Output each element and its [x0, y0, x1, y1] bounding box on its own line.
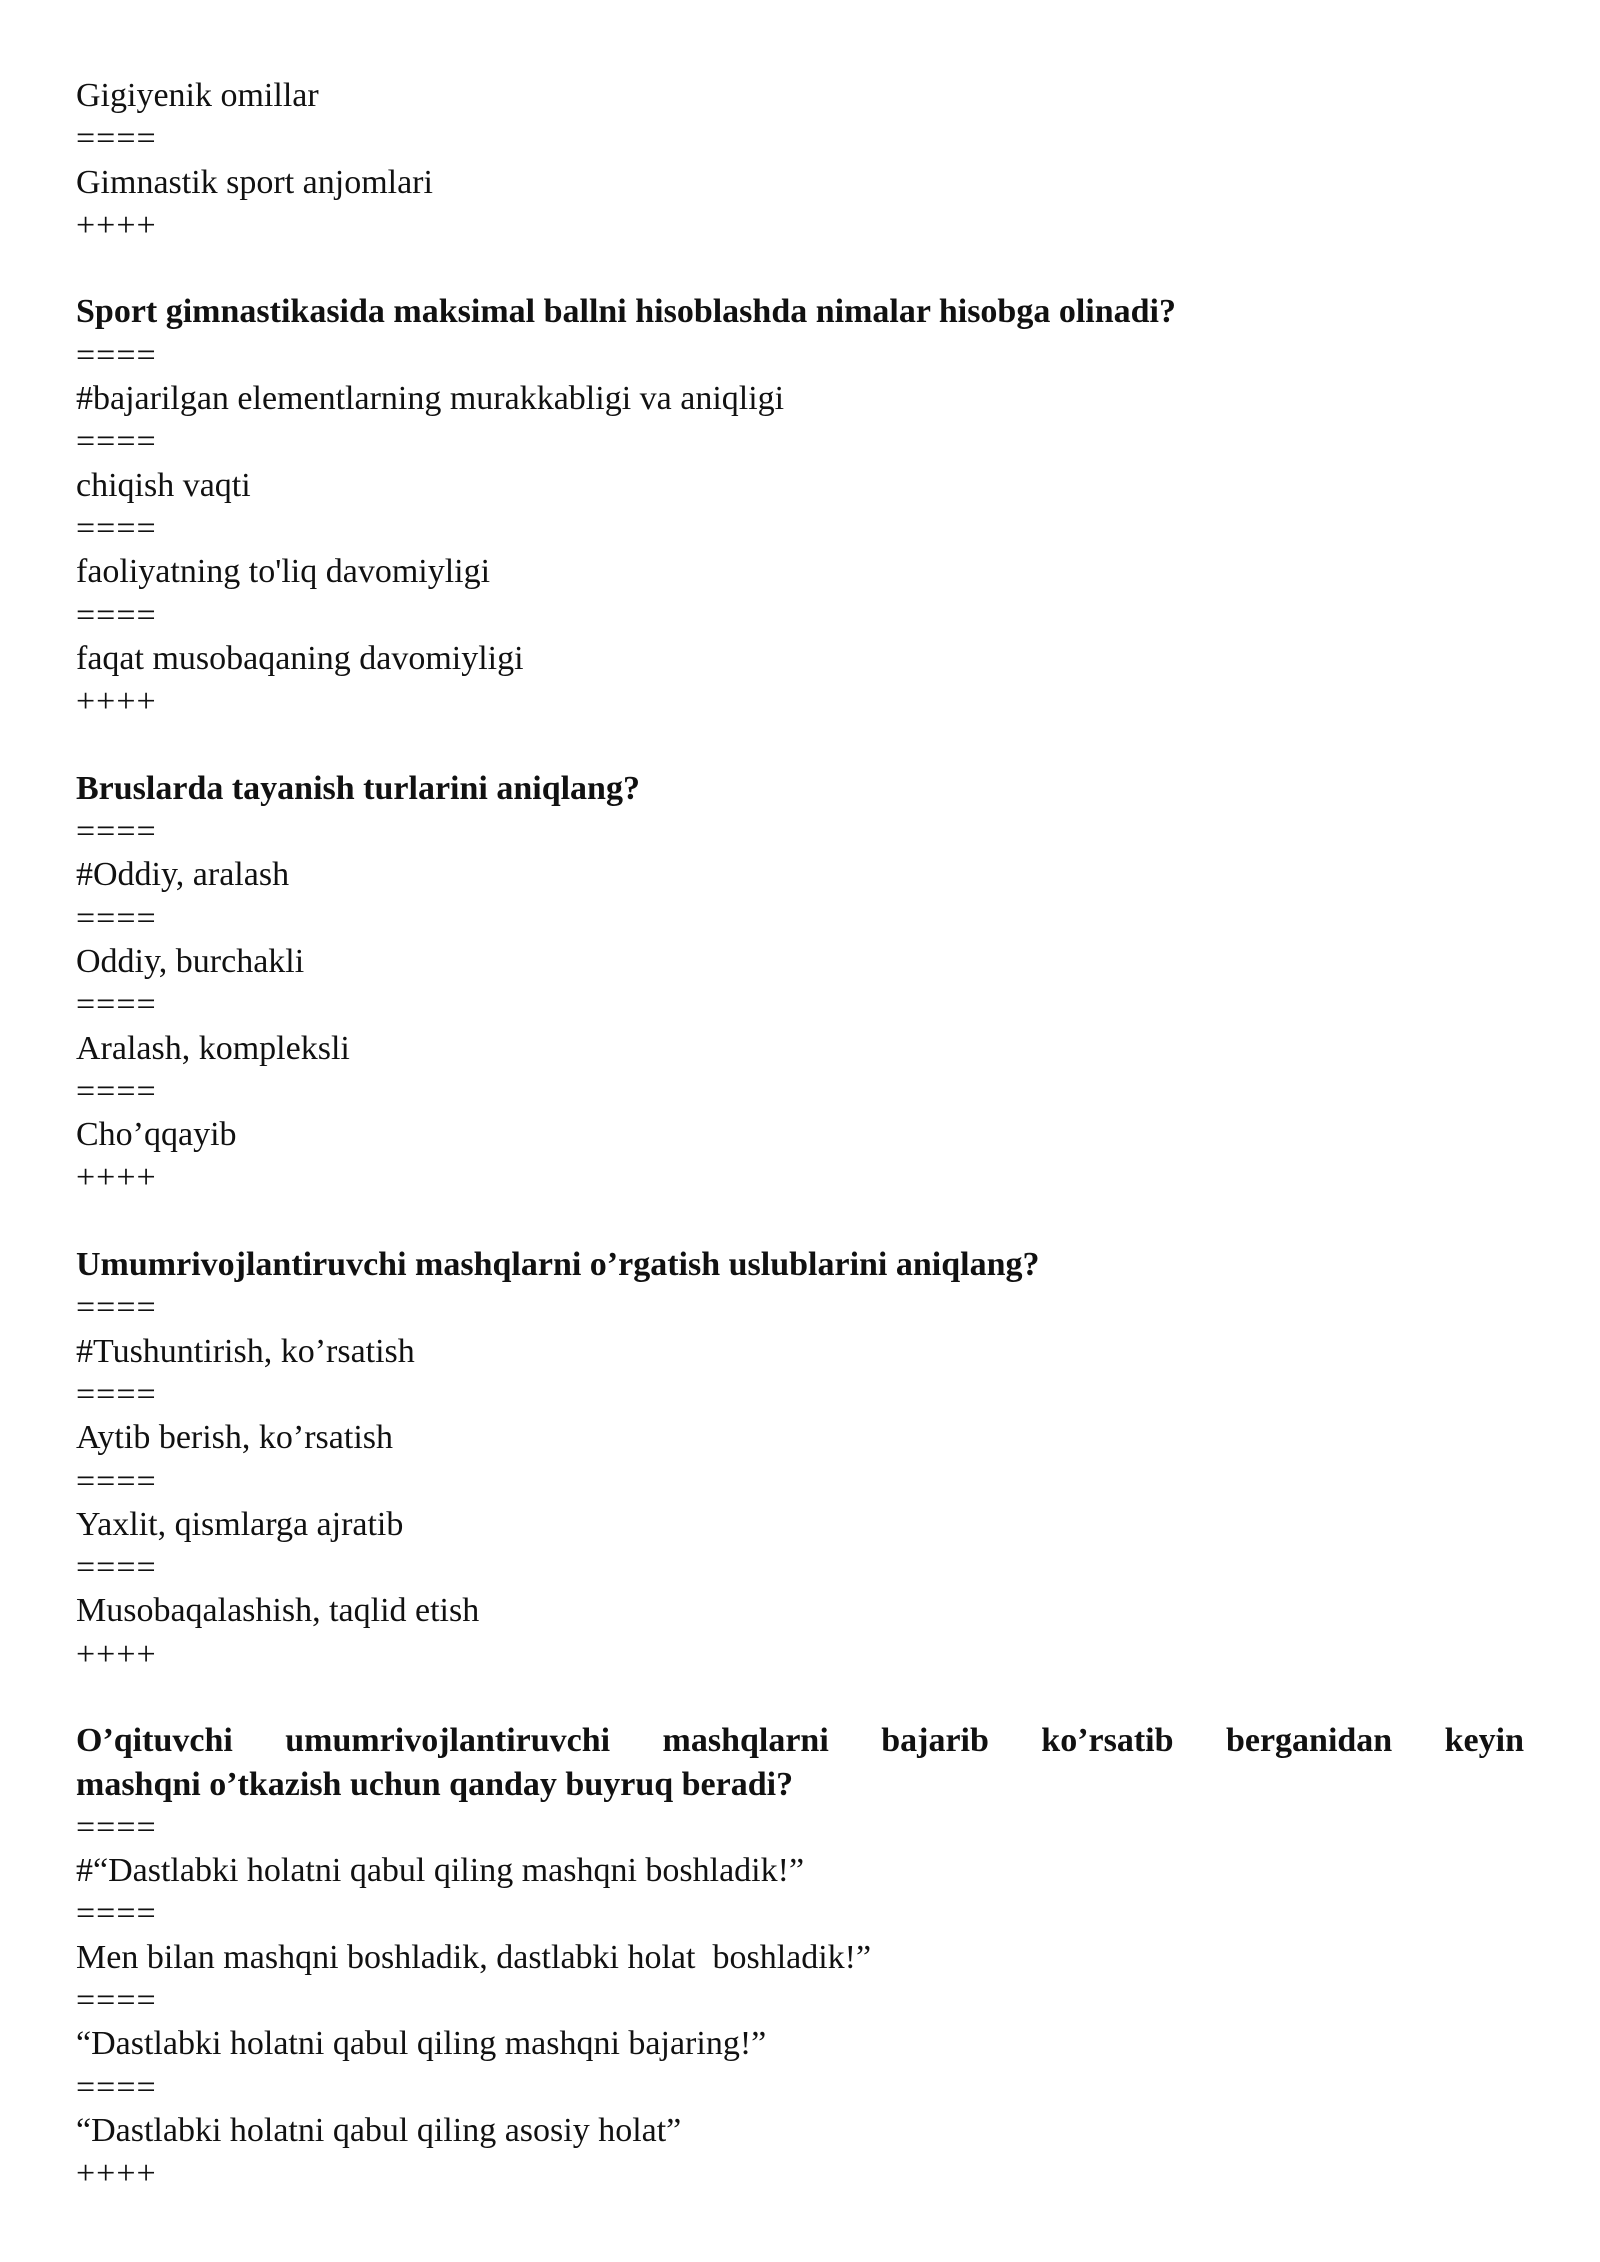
- separator: ====: [76, 813, 157, 851]
- separator: ====: [76, 2068, 157, 2106]
- separator: ====: [76, 1549, 157, 1587]
- question-text: Umumrivojlantiruvchi mashqlarni o’rgatish uslublarini aniqlang?: [76, 1246, 1040, 1284]
- question-text: Sport gimnastikasida maksimal ballni hisoblashda nimalar hisobga olinadi?: [76, 293, 1176, 331]
- option-text: Cho’qqayib: [76, 1116, 237, 1154]
- separator: ====: [76, 423, 157, 461]
- separator: ====: [76, 1895, 157, 1933]
- option-text: Men bilan mashqni boshladik, dastlabki holat boshladik!”: [76, 1938, 872, 1976]
- spacer: [76, 1200, 1524, 1243]
- question-text-line-2: mashqni o’tkazish uchun qanday buyruq beradi?: [76, 1765, 794, 1803]
- separator: ====: [76, 596, 157, 634]
- option-text: #Oddiy, aralash: [76, 856, 290, 894]
- spacer: [76, 1676, 1524, 1719]
- option-text: Yaxlit, qismlarga ajratib: [76, 1505, 404, 1543]
- document-page: [76, 74, 1524, 2196]
- option-text: faqat musobaqaning davomiyligi: [76, 639, 524, 677]
- end-marker: ++++: [76, 683, 157, 721]
- end-marker: ++++: [76, 1159, 157, 1197]
- separator: ====: [76, 509, 157, 547]
- end-marker: ++++: [76, 1635, 157, 1673]
- question-text: Bruslarda tayanish turlarini aniqlang?: [76, 769, 640, 807]
- end-marker: ++++: [76, 2155, 157, 2193]
- option-text: Oddiy, burchakli: [76, 942, 305, 980]
- separator: ====: [76, 1289, 157, 1327]
- option-text: #“Dastlabki holatni qabul qiling mashqni boshladik!”: [76, 1852, 805, 1890]
- spacer: [76, 247, 1524, 290]
- separator: ====: [76, 899, 157, 937]
- separator: ====: [76, 1462, 157, 1500]
- separator: ====: [76, 1808, 157, 1846]
- option-text: faoliyatning to'liq davomiyligi: [76, 553, 491, 591]
- separator: ====: [76, 1982, 157, 2020]
- end-marker: ++++: [76, 206, 157, 244]
- separator: ====: [76, 1072, 157, 1110]
- option-text: “Dastlabki holatni qabul qiling asosiy holat”: [76, 2111, 682, 2149]
- spacer: [76, 723, 1524, 766]
- separator: ====: [76, 986, 157, 1024]
- separator: ====: [76, 336, 157, 374]
- question-text: [76, 1719, 1524, 1806]
- option-text: Gigiyenik omillar: [76, 77, 319, 114]
- option-text: chiqish vaqti: [76, 466, 251, 504]
- separator: ====: [76, 120, 157, 158]
- question-text-line-1: O’qituvchi umumrivojlantiruvchi mashqlarni bajarib ko’rsatib berganidan keyin: [76, 1722, 1524, 1760]
- option-text: Aytib berish, ko’rsatish: [76, 1419, 394, 1457]
- separator: ====: [76, 1375, 157, 1413]
- option-text: Gimnastik sport anjomlari: [76, 163, 433, 201]
- option-text: #Tushuntirish, ko’rsatish: [76, 1332, 415, 1370]
- option-text: Aralash, kompleksli: [76, 1029, 350, 1067]
- option-text: “Dastlabki holatni qabul qiling mashqni bajaring!”: [76, 2025, 767, 2063]
- option-text: Musobaqalashish, taqlid etish: [76, 1592, 480, 1630]
- option-text: #bajarilgan elementlarning murakkabligi va aniqligi: [76, 380, 785, 418]
